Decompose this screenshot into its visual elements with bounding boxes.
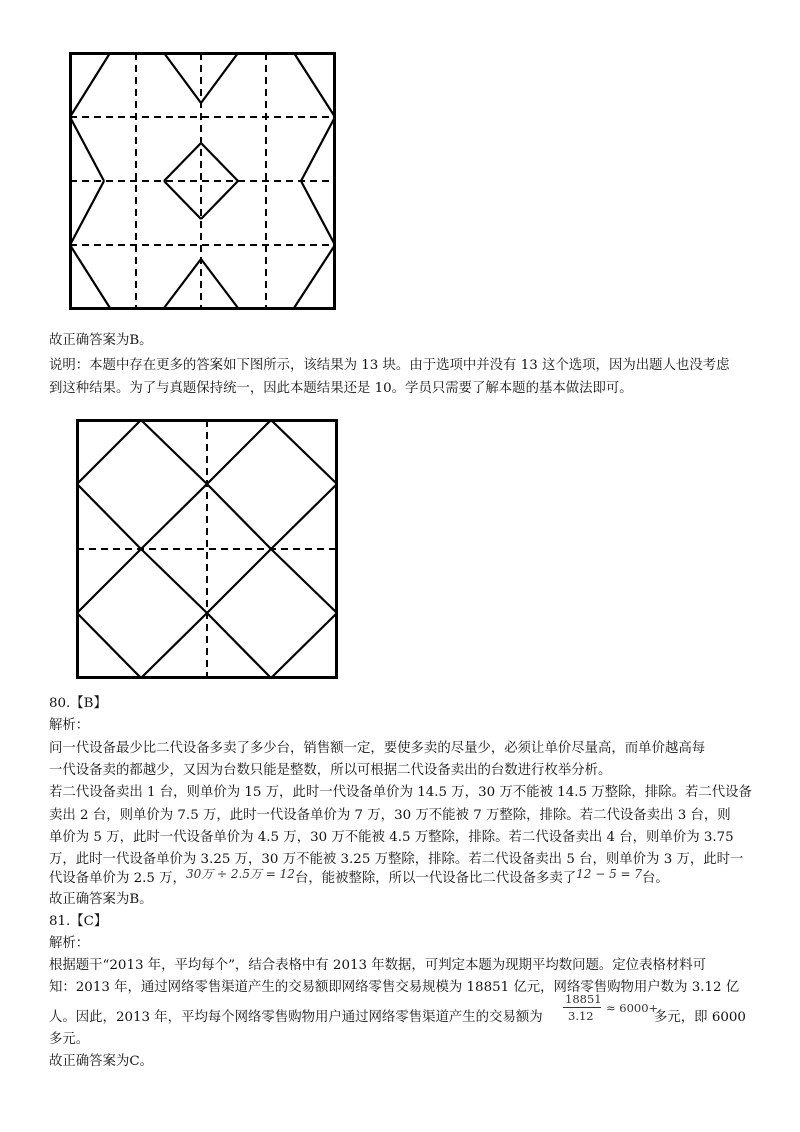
q81-line-1: 根据题干“2013 年，平均每个”，结合表格中有 2013 年数据，可判定本题为现期平均数问题。定位表格材料可 (49, 958, 707, 973)
q81-line-2: 知：2013 年，通过网络零售渠道产生的交易额即网络零售交易规模为 18851 亿元，网络零售购物用户数为 3.12 亿 (49, 980, 740, 995)
q81-fraction-denominator: 3.12 (568, 1009, 594, 1023)
fig2-dashed-grid (77, 420, 337, 678)
answer-line-1: 故正确答案为B。 (49, 333, 153, 348)
q80-line-7b: 台，能被整除，所以一代设备比二代设备多卖了 (294, 871, 577, 886)
q81-approx: ≈ 6000+ (606, 1001, 659, 1015)
fig1-dashed-grid (70, 53, 335, 308)
q81-answer: 故正确答案为C。 (49, 1054, 153, 1069)
q80-label: 解析： (49, 718, 90, 733)
q80-line-5: 单价为 5 万，此时一代设备单价为 4.5 万，30 万不能被 4.5 万整除，排除。若二代设备卖出 4 台，则单价为 3.75 (49, 830, 734, 845)
q80-heading: 80.【B】 (49, 696, 107, 711)
figure-grid-13-pieces (73, 416, 341, 681)
q81-label: 解析： (49, 936, 90, 951)
q80-equation-2: 12 − 5 = 7 (576, 867, 643, 881)
q80-line-7 (49, 868, 669, 889)
q80-line-7c: 台。 (642, 871, 669, 886)
q80-line-6: 万，此时一代设备单价为 3.25 万，30 万不能被 3.25 万整除，排除。若二代设备卖出 5 台，则单价为 3 万，此时一 (49, 852, 744, 867)
q81-heading: 81.【C】 (49, 914, 108, 929)
q80-line-7a: 代设备单价为 2.5 万， (49, 871, 186, 886)
q80-line-1: 问一代设备最少比二代设备多卖了多少台，销售额一定，要使多卖的尽量少，必须让单价尽量高，而单价越高每 (49, 741, 706, 756)
note-line-2: 到这种结果。为了与真题保持统一，因此本题结果还是 10。学员只需要了解本题的基本做法即可。 (49, 381, 633, 396)
q80-line-3: 若二代设备卖出 1 台，则单价为 15 万，此时一代设备单价为 14.5 万，30 万不能被 14.5 万整除，排除。若二代设备 (49, 785, 752, 800)
q81-fraction-numerator: 18851 (565, 992, 602, 1006)
q81-fraction-bar (563, 1007, 601, 1008)
q81-line-3a: 人。因此，2013 年，平均每个网络零售购物用户通过网络零售渠道产生的交易额为 (49, 1010, 543, 1025)
note-line-1: 说明：本题中存在更多的答案如下图所示，该结果为 13 块。由于选项中并没有 13 这个选项，因为出题人也没考虑 (49, 358, 730, 373)
q80-line-2: 一代设备卖的都越少，又因为台数只能是整数，所以可根据二代设备卖出的台数进行枚举分析。 (49, 763, 612, 778)
figure-grid-10-pieces (66, 49, 342, 315)
q80-equation-1: 30万 ÷ 2.5万 = 12 (185, 867, 295, 881)
q81-line-3b: 多元，即 6000 (654, 1010, 746, 1025)
q80-answer: 故正确答案为B。 (49, 892, 153, 907)
q80-line-4: 卖出 2 台，则单价为 7.5 万，此时一代设备单价为 7 万，30 万不能被 7 万整除，排除。若二代设备卖出 3 台，则 (49, 808, 731, 823)
q81-line-4: 多元。 (49, 1032, 90, 1047)
